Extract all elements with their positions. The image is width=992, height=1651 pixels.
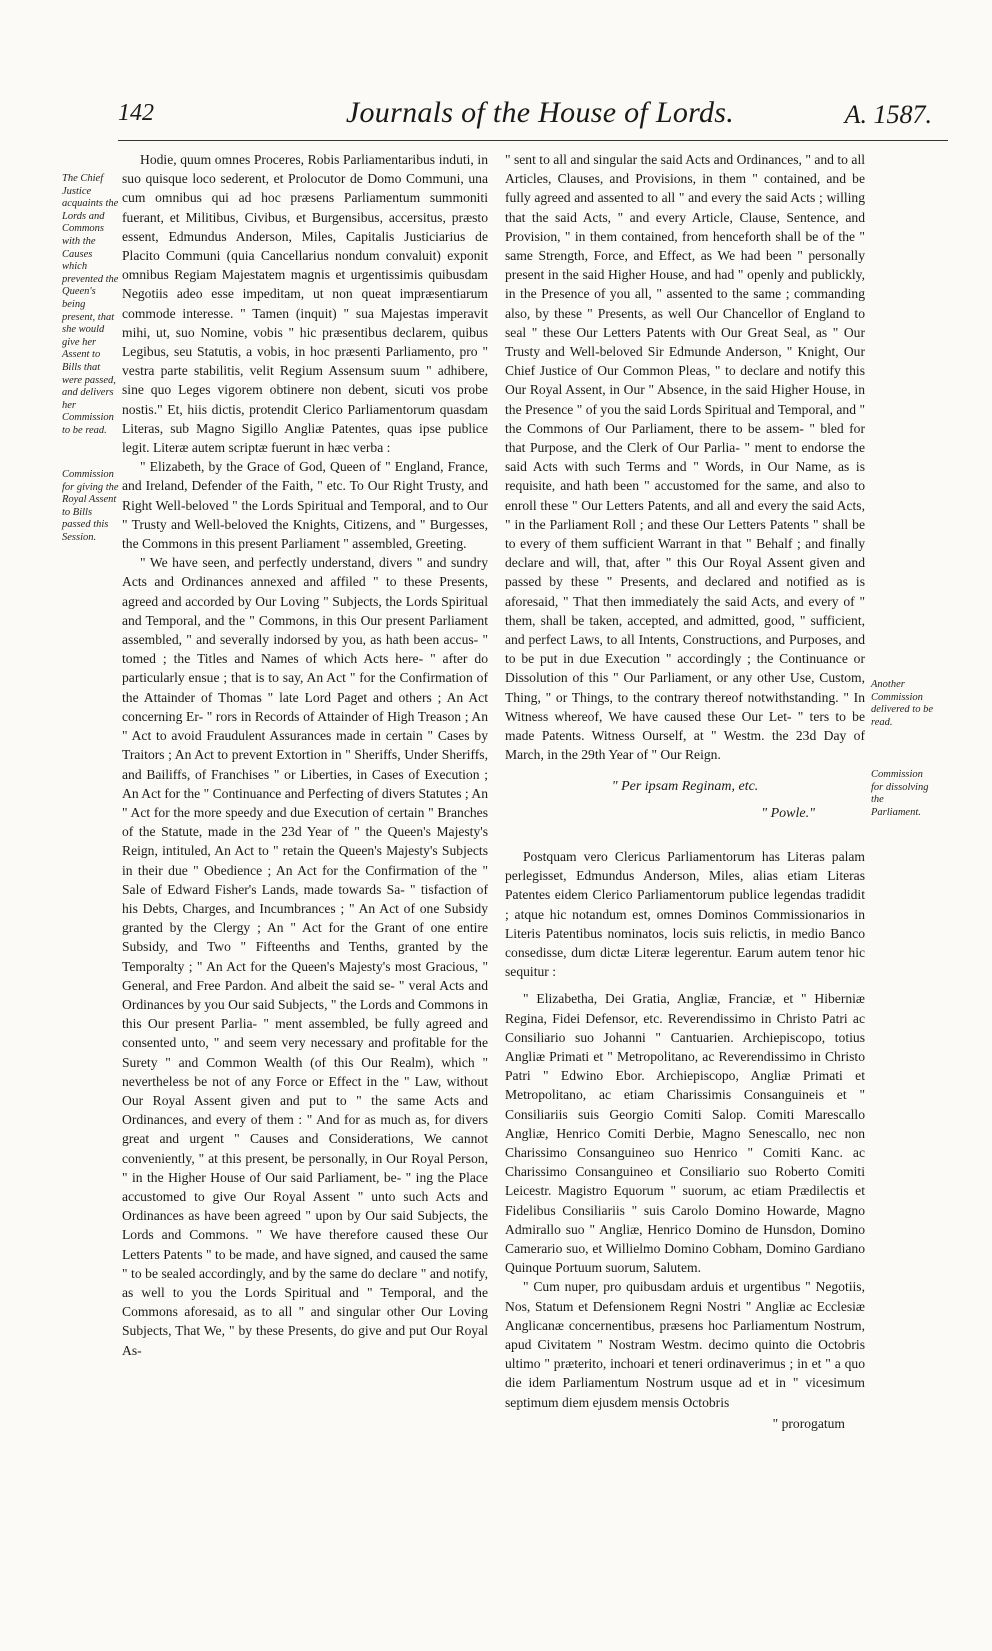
- paragraph-postquam: Postquam vero Clericus Parliamentorum has Literas palam perlegisset, Edmundus Anderson, Miles, alias etiam Literas Patentes eidem Clerico Parliamentorum publice legendas tradidit ; atque hic notandum est, omnes Dominos Commissionarios in Literis Patentibus nominatos, locis suis relictis, in medio Banco consedisse, dum dictæ Literæ legerentur. Earum autem tenor hic sequitur :: [505, 848, 865, 980]
- running-title: Journals of the House of Lords.: [345, 96, 735, 129]
- margin-note-dissolving: Commission for dissolving the Parliament.: [871, 769, 929, 818]
- catchword: " prorogatum: [772, 1415, 845, 1431]
- margin-note-royal-assent: Commission for giving the Royal Assent to Bills passed this Session.: [62, 469, 119, 543]
- paragraph-elizabetha: " Elizabetha, Dei Gratia, Angliæ, Franciæ, et " Hiberniæ Regina, Fidei Defensor, etc. Reverendissimo in Christo Patri ac Consiliario suo Johanni " Cantuarien. Archiepiscopo, totius Angliæ Primati et " Metropolitano, ac Reverendissimo in Christo Patri " Edwino Ebor. Archiepiscopo, Angliæ Primati et Metropolitano, ac etiam Charissimis Consanguineis et " Consiliariis suis Georgio Comiti Salop. Comiti Marescallo Angliæ, Henrico Comiti Derbie, Magno Senescallo, nec non Charissimo Consanguineo suo Henrico " Comiti Kanc. ac Charissimo Consanguineo et Consiliario suo Roberto Comiti Leicestr. Magistro Equorum " suorum, ac etiam Prædilectis et Fidelibus Consiliariis " suis Carolo Domino Howarde, Magno Admirallo suo " Angliæ, Henrico Domino de Hunsdon, Domino Camerario suo, et Willielmo Domino Cobham, Domino Gardiano Quinque Portuum suorum, Salutem.: [505, 991, 865, 1276]
- paragraph-hodie: Hodie, quum omnes Proceres, Robis Parliamentaribus induti, in suo quisque loco sederent, et Prolocutor de Domo Communi, una cum omnibus qui ad hoc præsens Parliamentum summoniti fuerant, et Militibus, Civibus, et Burgensibus, accersitus, præsto essent, Edmundus Anderson, Miles, Capitalis Justiciarius de Placito Communi (quia Cancellarius nondum convaluit) exponit omnibus Regiam Majestatem magnis et urgentissimis quibusdam Negotiis adeo esse impeditam, ut non queat impræsentiarum commode interesse. " Tamen (inquit) " sua Majestas imperavit mihi, ut, suo Nomine, vobis " hic præsentibus declarem, quibus Legibus, seu Statutis, a vobis, in hoc præsenti Parliamento, pro " vestra parte stabilitis, velit Regium Assensum suum " adhibere, sine quo Leges vigorem obtinere non debent, sicuti vos probe nostis." Et, hiis dictis, protendit Clerico Parliamentorum quasdam Literas, sub Magno Sigillo Angliæ Patentes, quas ipse publice legit. Literæ autem scriptæ fuerunt in hæc verba :: [122, 152, 488, 456]
- header-rule: [118, 140, 948, 141]
- signature-powle: " Powle.": [761, 805, 815, 821]
- page-number: 142: [118, 100, 154, 126]
- paragraph-acts-list: " We have seen, and perfectly understand, divers " and sundry Acts and Ordinances annexed and affiled " to these Presents, agreed and accorded by Our Loving " Subjects, the Lords Spiritual and Temporal, and the " Commons, in this Our present Parliament assembled, " and severally indorsed by you, as hath been accus- " tomed ; the Titles and Names of which Acts here- " after do particularly ensue ; that is to say, An Act " for the Confirmation of the Attainder of Thomas " late Lord Paget and others ; An Act concerning Er- " rors in Records of Attainder of High Treason ; An " Act to avoid Fraudulent Assurances made in certain " Cases by Traitors ; An Act to prevent Extortion in " Sheriffs, Under Sheriffs, and Bailiffs, of Franchises " or Liberties, in Cases of Execution ; An Act for the " Continuance and Perfecting of divers Statutes ; An " Act for the more speedy and due Execution of certain " Branches of the Statute, made in the 23d Year of " the Queen's Majesty's Reign, intituled, An Act to " retain the Queen's Majesty's Subjects in their due " Obedience ; An Act for the Confirmation of the " Sale of Edward Fisher's Lands, made towards Sa- " tisfaction of his Debts, Charges, and Incumbrances ; " An Act of one Subsidy granted by the Clergy ; An " Act for the Grant of one entire Subsidy, and Two " Fifteenths and Tenths, granted by the Temporalty ; " An Act for the Queen's Majesty's most Gracious, " General, and Free Pardon. And albeit the said se- " veral Acts and Ordinances by you Our said Subjects, " the Lords and Commons in this Our present Parlia- " ment assembled, be fully agreed and consented unto, " and seem very necessary and profitable for the Surety " and Common Wealth (of this Our Realm), which " nevertheless be not of any Force or Effect in the " Law, without Our Royal Assent given and put to " the same Acts and Ordinances, and every of them : " And for as much as, for divers great and urgent " Causes and Considerations, We cannot conveniently, " at this present, be personally, in Our Royal Person, " in the Higher House of Our said Parliament, be- " ing the Place accustomed to give Our Royal Assent " unto such Acts and Ordinances as have been agreed " upon by Our said Subjects, the Lords and Commons. " We have therefore caused these Our Letters Patents " to be made, and have signed, and caused the same " to be sealed accordingly, and by the same do declare " and notify, as well to you the Lords Spiritual and " Temporal, and the Commons aforesaid, as to all " and singular other Our Loving Subjects, That We, " by these Presents, do give and put Our Royal As-: [122, 555, 488, 1358]
- margin-note-chief-justice: The Chief Justice acquaints the Lords and Commons with the Causes which prevented the Queen's being present, that she would give her Assent to Bills that were passed, and delivers her Commission to be read.: [62, 173, 119, 436]
- margin-note-another-commission: Another Commission delivered to be read.: [871, 679, 934, 728]
- left-column: [122, 150, 488, 1360]
- paragraph-cum-nuper: " Cum nuper, pro quibusdam arduis et urgentibus " Negotiis, Nos, Statum et Defensionem Regni Nostri " Angliæ ac Ecclesiæ Anglicanæ concernentibus, præsens hoc Parliamentum Nostrum, apud Civitatem " Nostram Westm. decimo quinto die Octobris ultimo " præterito, inchoari et teneri ordinaverimus ; in et " a quo die idem Parliamentum Nostrum usque ad et in " vicesimum septimum diem ejusdem mensis Octobris: [505, 1279, 865, 1410]
- right-column: [505, 150, 865, 1433]
- paragraph-elizabeth-greeting: " Elizabeth, by the Grace of God, Queen of " England, France, and Ireland, Defender of the Faith, " etc. To Our Right Trusty, and Right Well-beloved " the Lords Spiritual and Temporal, and to Our " Trusty and Well-beloved the Knights, Citizens, and " Burgesses, the Commons in this present Parliament " assembled, Greeting.: [122, 459, 488, 552]
- signature-per-ipsam: " Per ipsam Reginam, etc.: [611, 778, 759, 794]
- running-year: A. 1587.: [844, 100, 932, 129]
- paragraph-assent-continued: " sent to all and singular the said Acts and Ordinances, " and to all Articles, Clauses, and Provisions, in them " contained, and be fully agreed and assented to all " and every the said Acts ; willing that the said Acts, " and every Article, Clause, Sentence, and Provision, " in them contained, from henceforth shall be of the " same Strength, Force, and Effect, as We had been " personally present in the said Higher House, and had " openly and publickly, in the Presence of you all, " assented to the same ; commanding also, by these " Presents, as well Our Chancellor of England to seal " these Our Letters Patents with Our Great Seal, as " Our Trusty and Well-beloved Sir Edmunde Anderson, " Knight, Our Chief Justice of Our Common Pleas, " to declare and notify this Our Royal Assent, in Our " Absence, in the said Higher House, in the Presence " of you the said Lords Spiritual and Temporal, and " the Commons of Our Parliament, there to be assem- " bled for that Purpose, and the Clerk of Our Parlia- " ment to endorse the said Acts with such Terms and " Words, in Our Name, as is requisite, and hath been " accustomed for the same, and also to enroll these " Our Letters Patents, and all and every the said Acts, " in the Parliament Roll ; and these Our Letters Patents " shall be to every of them sufficient Warrant in that " Behalf ; and finally declare and will, that, after " this Our Royal Assent given and passed by these " Presents, and declared and notified as is aforesaid, " That then immediately the said Acts, and every of " them, shall be taken, accepted, and admitted, good, " sufficient, and perfect Laws, to all Intents, Constructions, and Purposes, and to be put in due Execution " accordingly ; the Continuance or Dissolution of this " Our Parliament, or any other Use, Custom, Thing, " or Things, to the contrary thereof notwithstanding. " In Witness whereof, We have caused these Our Let- " ters to be made Patents. Witness Ourself, at " Westm. the 23d Day of March, in the 29th Year of " Our Reign.: [505, 152, 865, 763]
